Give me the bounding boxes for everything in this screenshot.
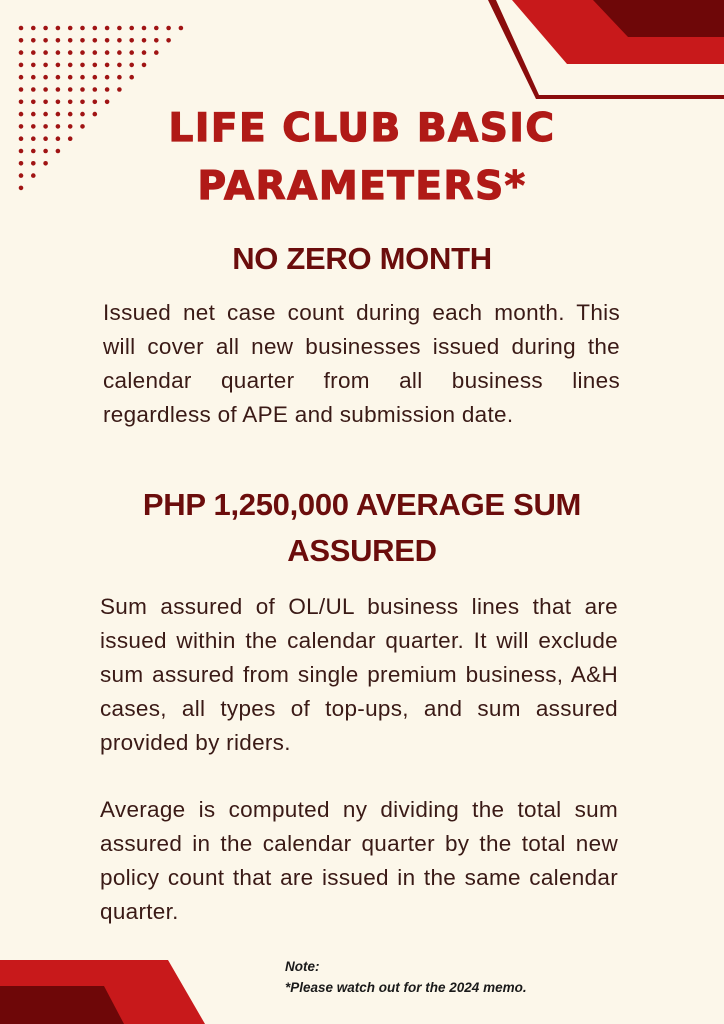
- section2-heading-line-2: ASSURED: [287, 533, 437, 568]
- title-line-1: LIFE CLUB BASIC: [168, 106, 556, 151]
- footnote: [285, 956, 527, 998]
- section2-body-2: Average is computed ny dividing the total sum assured in the calendar quarter by the total new policy count that are issued in the same calendar quarter.: [100, 797, 618, 924]
- section1-body: Issued net case count during each month. This will cover all new businesses issued during the calendar quarter from all business lines regardless of APE and submission date.: [103, 300, 620, 427]
- note-text: *Please watch out for the 2024 memo.: [285, 980, 527, 995]
- title-line-2: PARAMETERS*: [197, 164, 527, 209]
- section1-heading: NO ZERO MONTH: [232, 241, 492, 276]
- section-heading-no-zero-month: [0, 236, 724, 282]
- page-title: [0, 100, 724, 216]
- section2-heading-line-1: PHP 1,250,000 AVERAGE SUM: [142, 487, 582, 522]
- top-right-stripes: [488, 0, 724, 99]
- note-label: Note:: [285, 959, 320, 974]
- bottom-left-stripes: [0, 960, 205, 1024]
- section2-body-1: Sum assured of OL/UL business lines that are issued within the calendar quarter. It will exclude sum assured from single premium business, A&H cases, all types of top-ups, and sum assured provided by riders.: [100, 594, 618, 755]
- section-heading-average-sum-assured: [0, 482, 724, 574]
